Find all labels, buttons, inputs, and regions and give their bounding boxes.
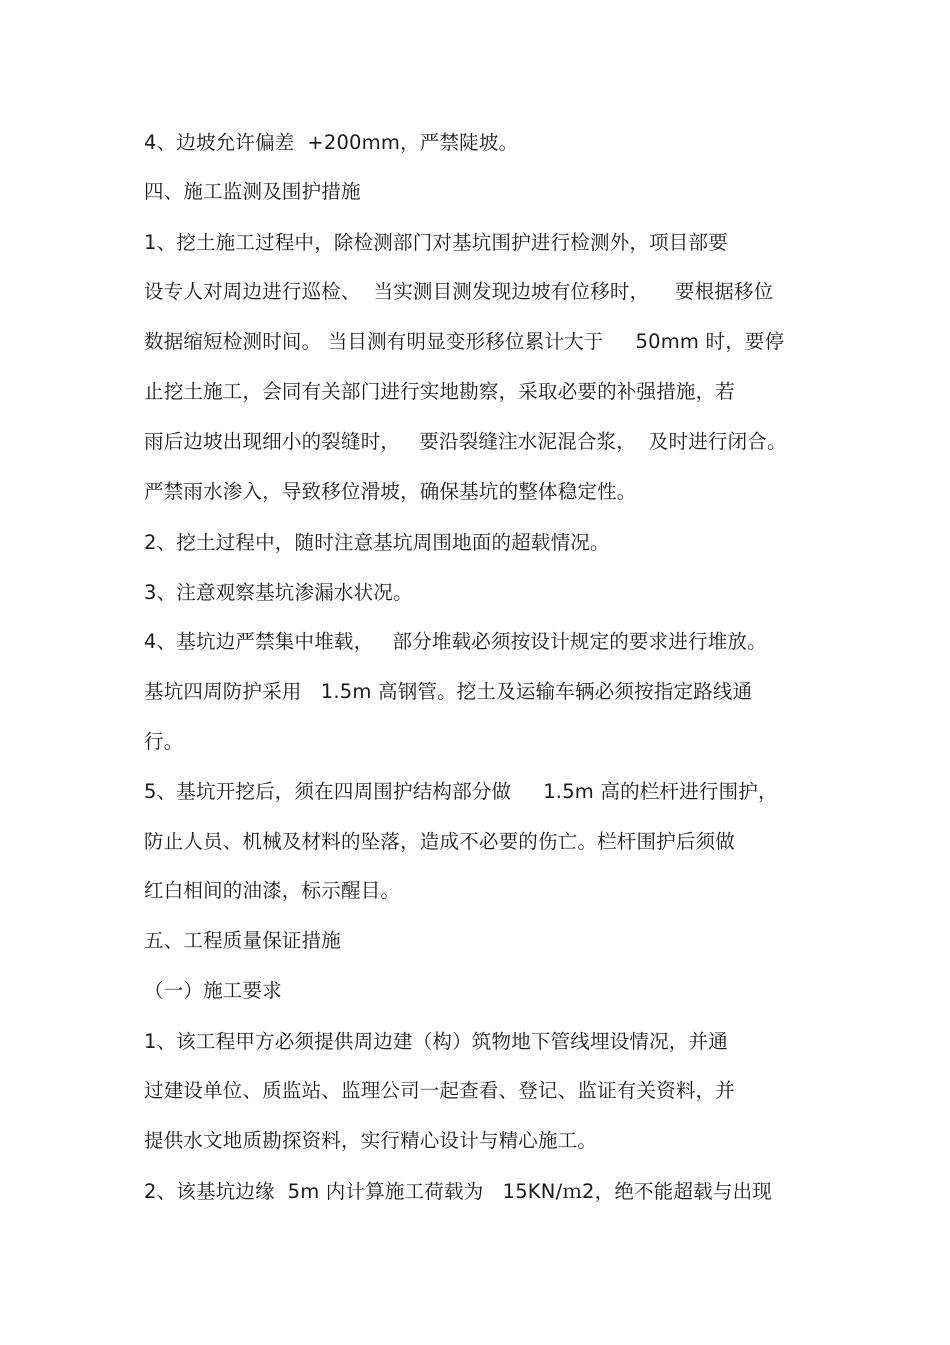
paragraph-text-line: 防止人员、机械及材料的坠落，造成不必要的伤亡。栏杆围护后须做 (144, 830, 736, 853)
paragraph-text-line: 1、挖土施工过程中，除检测部门对基坑围护进行检测外，项目部要 (144, 231, 728, 254)
subsection-heading-requirements: （一）施工要求 (144, 979, 282, 1002)
paragraph-text-line: 5、基坑开挖后，须在四周围护结构部分做 1.5m 高的栏杆进行围护， (144, 780, 778, 803)
paragraph-text-line: 3、注意观察基坑渗漏水状况。 (144, 581, 413, 604)
paragraph-text-line: 红白相间的油漆，标示醒目。 (144, 879, 401, 902)
paragraph-text-line: 1、该工程甲方必须提供周边建（构）筑物地下管线埋设情况，并通 (144, 1030, 728, 1053)
paragraph-text-line: 雨后边坡出现细小的裂缝时， 要沿裂缝注水泥混合浆， 及时进行闭合。 (144, 430, 787, 453)
paragraph-text-line: 2、该基坑边缘 5m 内计算施工荷载为 15KN/ｍ2，绝不能超载与出现 (144, 1180, 772, 1203)
paragraph-slope-tolerance: 4、边坡允许偏差 +200mm，严禁陡坡。 (144, 131, 519, 154)
paragraph-text-line: 止挖土施工，会同有关部门进行实地勘察，采取必要的补强措施，若 (144, 380, 736, 403)
paragraph-text-line: 数据缩短检测时间。 当目测有明显变形移位累计大于 50mm 时，要停 (144, 330, 785, 353)
paragraph-text-line: 提供水文地质勘探资料，实行精心设计与精心施工。 (144, 1129, 598, 1152)
paragraph-text-line: 行。 (144, 730, 184, 753)
paragraph-text-line: 4、基坑边严禁集中堆载， 部分堆载必须按设计规定的要求进行堆放。 (144, 630, 767, 653)
paragraph-text-line: 基坑四周防护采用 1.5m 高钢管。挖土及运输车辆必须按指定路线通 (144, 680, 753, 703)
section-heading-monitoring: 四、施工监测及围护措施 (144, 180, 361, 203)
paragraph-text-line: 过建设单位、质监站、监理公司一起查看、登记、监证有关资料，并 (144, 1079, 736, 1102)
paragraph-text-line: 2、挖土过程中，随时注意基坑周围地面的超载情况。 (144, 531, 610, 554)
paragraph-text-line: 严禁雨水渗入，导致移位滑坡，确保基坑的整体稳定性。 (144, 480, 637, 503)
section-heading-quality: 五、工程质量保证措施 (144, 929, 342, 952)
paragraph-text-line: 设专人对周边进行巡检、 当实测目测发现边坡有位移时， 要根据移位 (144, 280, 774, 303)
